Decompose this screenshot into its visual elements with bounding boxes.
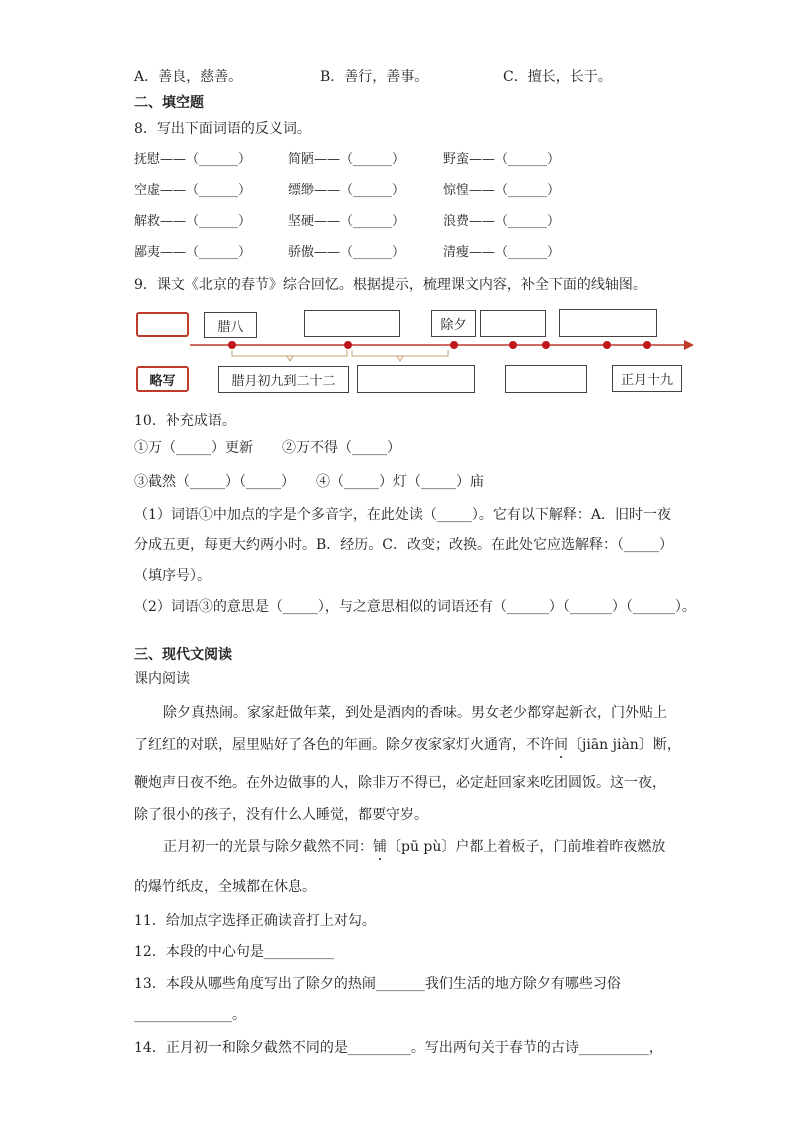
antonym-item: 鄙夷——（______） <box>134 245 252 260</box>
blank-box <box>480 310 546 337</box>
idiom-item-3: ③截然（_____）（_____） <box>134 474 295 490</box>
timeline-node <box>228 341 236 349</box>
q8-prompt: 8．写出下面词语的反义词。 <box>134 121 311 137</box>
blank-box <box>559 309 657 337</box>
blank-box <box>304 310 400 337</box>
question-11: 11．给加点字选择正确读音打上对勾。 <box>134 913 376 929</box>
antonym-item: 浪费——（______） <box>443 214 561 229</box>
timeline-axis <box>190 336 700 366</box>
idiom-item-4: ④（_____）灯（_____）庙 <box>316 474 484 490</box>
q9-prompt: 9．课文《北京的春节》综合回忆。根据提示，梳理课文内容，补全下面的线轴图。 <box>134 277 647 293</box>
antonym-item: 清瘦——（______） <box>443 245 561 260</box>
passage-line: 的爆竹纸皮，全城都在休息。 <box>134 879 316 895</box>
dotted-char: 铺 <box>373 839 387 855</box>
question-13-blank: ______________。 <box>134 1007 246 1023</box>
question-14: 14．正月初一和除夕截然不同的是_________。写出两句关于春节的古诗__________， <box>134 1040 663 1056</box>
antonym-item: 简陋——（______） <box>288 152 406 167</box>
passage-line: 鞭炮声日夜不绝。在外边做事的人，除非万不得已，必定赶回家来吃团圆饭。这一夜， <box>134 775 666 791</box>
label-la-ba: 腊八 <box>204 312 257 338</box>
blank-box-detail <box>136 312 189 337</box>
section-title-fill-blank: 二、填空题 <box>134 95 204 111</box>
section-title-reading: 三、现代文阅读 <box>134 647 232 663</box>
q10-sub1-line1: （1）词语①中加点的字是个多音字，在此处读（_____）。它有以下解释：A．旧时一夜 <box>134 507 672 523</box>
idiom-item-1: ①万（_____）更新 <box>134 440 253 456</box>
label-chu-xi: 除夕 <box>431 310 476 337</box>
reading-label: 课内阅读 <box>134 671 190 687</box>
dotted-char: 间 <box>554 737 568 753</box>
passage-line: 除夕真热闹。家家赶做年菜，到处是酒肉的香味。男女老少都穿起新衣，门外贴上 <box>163 705 667 721</box>
antonym-item: 惊惶——（______） <box>443 183 561 198</box>
q10-sub1-line2: 分成五更，每更大约两小时。B．经历。C．改变；改换。在此处它应选解释：（_____） <box>134 537 673 553</box>
q10-prompt: 10．补充成语。 <box>134 413 236 429</box>
timeline-node <box>603 341 611 349</box>
idiom-item-2: ②万不得（_____） <box>282 440 401 456</box>
timeline-node <box>509 341 517 349</box>
antonym-item: 坚硬——（______） <box>288 214 406 229</box>
blank-box <box>505 365 587 393</box>
antonym-item: 骄傲——（______） <box>288 245 406 260</box>
option-c: C．擅长，长于。 <box>503 69 612 85</box>
option-b: B．善行，善事。 <box>320 69 429 85</box>
timeline-node <box>643 341 651 349</box>
passage-line: 正月初一的光景与除夕截然不同：铺〔pū pù〕户都上着板子，门前堆着昨夜燃放 <box>163 839 666 855</box>
q10-sub1-line3: （填序号）。 <box>134 568 211 584</box>
timeline-node <box>450 341 458 349</box>
label-la-yue: 腊月初九到二十二 <box>218 366 349 393</box>
antonym-item: 空虚——（______） <box>134 183 252 198</box>
option-a: A．善良，慈善。 <box>134 69 243 85</box>
antonym-item: 解救——（______） <box>134 214 252 229</box>
antonym-item: 缥缈——（______） <box>288 183 406 198</box>
antonym-item: 抚慰——（______） <box>134 152 252 167</box>
passage-line: 了红红的对联，屋里贴好了各色的年画。除夕夜家家灯火通宵，不许间〔jiān jiàn〕断， <box>134 737 681 753</box>
antonym-item: 野蛮——（______） <box>443 152 561 167</box>
question-13: 13．本段从哪些角度写出了除夕的热闹_______我们生活的地方除夕有哪些习俗 <box>134 976 621 992</box>
timeline-node <box>344 341 352 349</box>
question-12: 12．本段的中心句是__________ <box>134 944 334 960</box>
label-brief: 略写 <box>136 366 189 392</box>
timeline-node <box>542 341 550 349</box>
passage-line: 除了很小的孩子，没有什么人睡觉，都要守岁。 <box>134 807 428 823</box>
blank-box <box>357 365 475 393</box>
label-zheng-yue: 正月十九 <box>612 365 682 392</box>
q10-sub2: （2）词语③的意思是（_____），与之意思相似的词语还有（______）（______）（______）。 <box>134 599 696 615</box>
